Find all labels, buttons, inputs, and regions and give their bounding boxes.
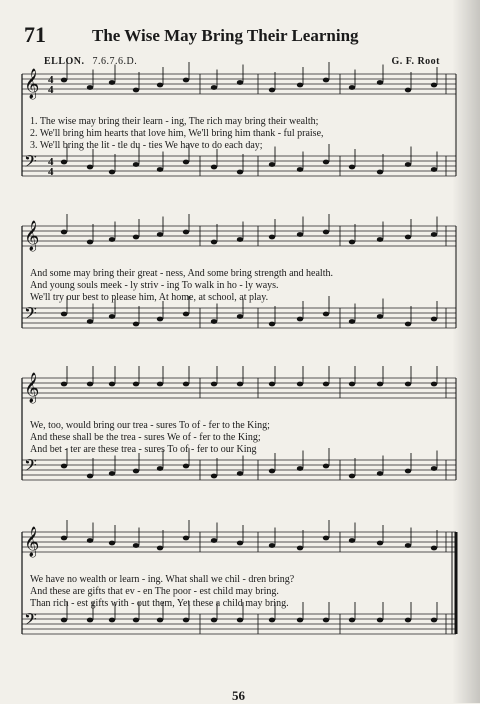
bass-clef: 𝄢 <box>24 303 37 327</box>
note-head <box>349 165 355 170</box>
note-head <box>237 541 243 546</box>
note-head <box>157 382 163 387</box>
note-head <box>349 240 355 245</box>
note-head <box>157 232 163 237</box>
note-head <box>157 466 163 471</box>
note-head <box>87 240 93 245</box>
note-head <box>211 319 217 324</box>
note-head <box>61 464 67 469</box>
note-head <box>269 543 275 548</box>
note-head <box>431 317 437 322</box>
note-head <box>349 382 355 387</box>
note-head <box>211 538 217 543</box>
note-head <box>109 471 115 476</box>
note-head <box>133 88 139 93</box>
note-head <box>349 474 355 479</box>
note-head <box>431 618 437 623</box>
time-signature: 4 <box>48 166 54 178</box>
bass-clef: 𝄢 <box>24 151 37 175</box>
tune-name: ELLON. <box>44 56 85 67</box>
bass-clef: 𝄢 <box>24 609 37 633</box>
note-head <box>211 474 217 479</box>
note-head <box>109 80 115 85</box>
note-head <box>377 471 383 476</box>
note-head <box>133 469 139 474</box>
note-head <box>61 618 67 623</box>
page-number: 56 <box>232 688 245 703</box>
note-head <box>269 162 275 167</box>
note-head <box>405 618 411 623</box>
note-head <box>237 237 243 242</box>
note-head <box>109 314 115 319</box>
note-head <box>323 78 329 83</box>
note-head <box>237 314 243 319</box>
note-head <box>211 240 217 245</box>
lyric-line: And these are gifts that ev - en The poor - est child may bring. <box>30 586 279 597</box>
note-head <box>431 232 437 237</box>
note-head <box>61 312 67 317</box>
note-head <box>87 319 93 324</box>
note-head <box>133 382 139 387</box>
note-head <box>349 618 355 623</box>
note-head <box>431 167 437 172</box>
lyric-line: We'll try our best to please him, At home, at school, at play. <box>30 292 269 303</box>
note-head <box>87 474 93 479</box>
meter: 7.6.7.6.D. <box>92 56 138 67</box>
note-head <box>87 85 93 90</box>
note-head <box>87 382 93 387</box>
note-head <box>269 235 275 240</box>
treble-clef: 𝄞 <box>24 527 40 557</box>
note-head <box>157 317 163 322</box>
hymn-number: 71 <box>24 22 46 47</box>
lyric-line: 1. The wise may bring their learn - ing, The rich may bring their wealth; <box>30 116 319 127</box>
note-head <box>297 466 303 471</box>
treble-clef: 𝄞 <box>24 221 40 251</box>
note-head <box>133 618 139 623</box>
note-head <box>109 618 115 623</box>
note-head <box>237 382 243 387</box>
lyrics-system-4 <box>30 574 450 610</box>
lyrics-system-1 <box>30 116 450 152</box>
lyric-line: And some may bring their great - ness, And some bring strength and health. <box>30 268 333 279</box>
note-head <box>297 167 303 172</box>
note-head <box>323 312 329 317</box>
note-head <box>109 237 115 242</box>
lyrics-system-2 <box>30 268 450 304</box>
note-head <box>183 618 189 623</box>
lyric-line: And these shall be the trea - sures We of - fer to the King; <box>30 432 261 443</box>
note-head <box>61 536 67 541</box>
treble-clef: 𝄞 <box>24 69 40 99</box>
note-head <box>269 382 275 387</box>
note-head <box>87 618 93 623</box>
note-head <box>109 382 115 387</box>
note-head <box>377 314 383 319</box>
note-head <box>377 237 383 242</box>
note-head <box>431 83 437 88</box>
note-head <box>377 541 383 546</box>
note-head <box>269 618 275 623</box>
note-head <box>405 88 411 93</box>
time-signature: 4 <box>48 156 54 168</box>
note-head <box>211 165 217 170</box>
lyric-line: 2. We'll bring him hearts that love him, We'll bring him thank - ful praise, <box>30 128 324 139</box>
lyric-line: We have no wealth or learn - ing. What shall we chil - dren bring? <box>30 574 295 585</box>
note-head <box>61 160 67 165</box>
note-head <box>183 382 189 387</box>
note-head <box>405 382 411 387</box>
note-head <box>237 618 243 623</box>
note-head <box>157 618 163 623</box>
note-head <box>61 382 67 387</box>
hymn-title: The Wise May Bring Their Learning <box>92 26 359 45</box>
note-head <box>405 235 411 240</box>
note-head <box>133 322 139 327</box>
note-head <box>157 167 163 172</box>
note-head <box>405 162 411 167</box>
time-signature: 4 <box>48 84 54 96</box>
note-head <box>349 319 355 324</box>
page-edge-shadow <box>452 0 480 703</box>
note-head <box>297 317 303 322</box>
treble-clef: 𝄞 <box>24 373 40 403</box>
note-head <box>87 165 93 170</box>
lyric-line: And bet - ter are these trea - sures To of - fer to our King <box>30 444 257 455</box>
note-head <box>87 538 93 543</box>
note-head <box>269 88 275 93</box>
note-head <box>183 230 189 235</box>
note-head <box>431 466 437 471</box>
note-head <box>431 546 437 551</box>
note-head <box>297 546 303 551</box>
note-head <box>377 80 383 85</box>
note-head <box>269 469 275 474</box>
composer: G. F. Root <box>391 56 440 67</box>
note-head <box>61 78 67 83</box>
note-head <box>349 538 355 543</box>
note-head <box>61 230 67 235</box>
note-head <box>377 618 383 623</box>
lyric-line: Than rich - est gifts with - out them, Yet these a child may bring. <box>30 598 289 609</box>
note-head <box>377 382 383 387</box>
note-head <box>133 162 139 167</box>
lyric-line: We, too, would bring our trea - sures To of - fer to the King; <box>30 420 270 431</box>
tune-info <box>44 56 137 67</box>
note-head <box>323 160 329 165</box>
note-head <box>297 83 303 88</box>
note-head <box>133 235 139 240</box>
note-head <box>297 618 303 623</box>
note-head <box>157 83 163 88</box>
note-head <box>211 618 217 623</box>
note-head <box>323 464 329 469</box>
note-head <box>109 170 115 175</box>
note-head <box>377 170 383 175</box>
note-head <box>211 85 217 90</box>
time-signature: 4 <box>48 74 54 86</box>
note-head <box>157 546 163 551</box>
note-head <box>323 536 329 541</box>
note-head <box>297 382 303 387</box>
note-head <box>431 382 437 387</box>
lyric-line: And young souls meek - ly striv - ing To walk in ho - ly ways. <box>30 280 279 291</box>
note-head <box>323 618 329 623</box>
note-head <box>349 85 355 90</box>
note-head <box>183 160 189 165</box>
note-head <box>405 322 411 327</box>
note-head <box>237 170 243 175</box>
bass-clef: 𝄢 <box>24 455 37 479</box>
note-head <box>237 80 243 85</box>
note-head <box>109 541 115 546</box>
note-head <box>183 312 189 317</box>
note-head <box>183 536 189 541</box>
note-head <box>133 543 139 548</box>
note-head <box>269 322 275 327</box>
note-head <box>183 78 189 83</box>
note-head <box>183 464 189 469</box>
note-head <box>405 469 411 474</box>
note-head <box>405 543 411 548</box>
note-head <box>323 382 329 387</box>
note-head <box>297 232 303 237</box>
note-head <box>323 230 329 235</box>
lyric-line: 3. We'll bring the lit - tle du - ties We have to do each day; <box>30 140 263 151</box>
lyrics-system-3 <box>30 420 450 456</box>
note-head <box>237 471 243 476</box>
note-head <box>211 382 217 387</box>
